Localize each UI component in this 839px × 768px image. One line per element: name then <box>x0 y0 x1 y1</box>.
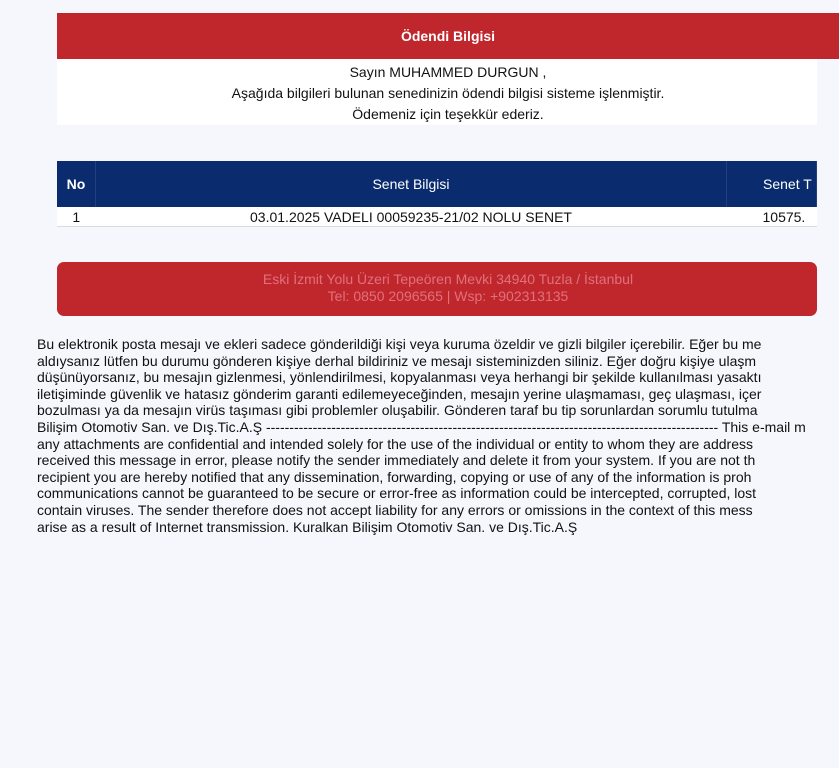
disclaimer-line: aldıysanız lütfen bu durumu gönderen kişiye derhal bildiriniz ve mesajı sisteminizden siliniz. Eğer doğru kişiye ulaşm <box>37 352 757 369</box>
row-no-cell: 1 <box>57 207 96 227</box>
notice-greeting: Sayın MUHAMMED DURGUN , <box>349 64 547 80</box>
company-footer <box>57 262 817 316</box>
footer-address: Eski İzmit Yolu Üzeri Tepeören Mevki 34940 Tuzla / İstanbul <box>262 271 634 287</box>
disclaimer-line: Bilişim Otomotiv San. ve Dış.Tic.A.Ş ------------------------------------------------------------------------------------------------- This e-mail m <box>37 418 806 435</box>
disclaimer-line: iletişiminde güvenlik ve hatasız gönderim garanti edilemeyeceğinden, mesajın yerine ulaşmaması, geç ulaşması, içer <box>37 385 762 402</box>
notice-title: Ödendi Bilgisi <box>400 28 496 44</box>
row-senet-tutari-cell: 10575. <box>727 207 817 227</box>
disclaimer-line: arise as a result of Internet transmission. Kuralkan Bilişim Otomotiv San. ve Dış.Tic.A.Ş <box>37 518 578 535</box>
table-header-row <box>57 161 817 207</box>
row-senet-bilgisi-cell: 03.01.2025 VADELI 00059235-21/02 NOLU SENET <box>96 207 727 227</box>
column-header-senet-bilgisi: Senet Bilgisi <box>96 161 727 207</box>
table-row <box>57 207 817 227</box>
disclaimer-line: Bu elektronik posta mesajı ve ekleri sadece gönderildiği kişi veya kuruma özeldir ve gizli bilgiler içerebilir. Eğer bu me <box>37 336 762 352</box>
disclaimer-line: received this message in error, please notify the sender immediately and delete it from your system. If you are not th <box>37 452 756 469</box>
senet-table <box>57 161 817 227</box>
column-header-senet-tutari: Senet T <box>727 161 817 207</box>
disclaimer-line: any attachments are confidential and intended solely for the use of the individual or entity to whom they are address <box>37 435 753 452</box>
column-header-no: No <box>57 161 96 207</box>
disclaimer-line: recipient you are hereby notified that any dissemination, forwarding, copying or use of any of the information is proh <box>37 468 752 485</box>
notice-body <box>57 59 817 125</box>
footer-contact: Tel: 0850 2096565 | Wsp: +902313135 <box>327 288 569 304</box>
payment-notice-card <box>57 13 817 125</box>
disclaimer-line: düşünüyorsanız, bu mesajın gizlenmesi, yönlendirilmesi, kopyalanması veya herhangi bir şekilde kullanılması yasaktı <box>37 369 762 386</box>
disclaimer-line: communications cannot be guaranteed to be secure or error-free as information could be intercepted, corrupted, lost <box>37 485 757 502</box>
notice-line-2: Ödemeniz için teşekkür ederiz. <box>352 106 544 122</box>
notice-title-bar <box>57 13 839 59</box>
disclaimer-line: bozulması ya da mesajın virüs taşıması gibi problemler oluşabilir. Gönderen taraf bu tip sorunlardan sorumlu tutulma <box>37 402 758 419</box>
disclaimer-line: contain viruses. The sender therefore does not accept liability for any errors or omissions in the context of this mess <box>37 501 753 518</box>
legal-disclaimer <box>37 336 806 535</box>
notice-line-1: Aşağıda bilgileri bulunan senedinizin ödendi bilgisi sisteme işlenmiştir. <box>231 85 665 101</box>
